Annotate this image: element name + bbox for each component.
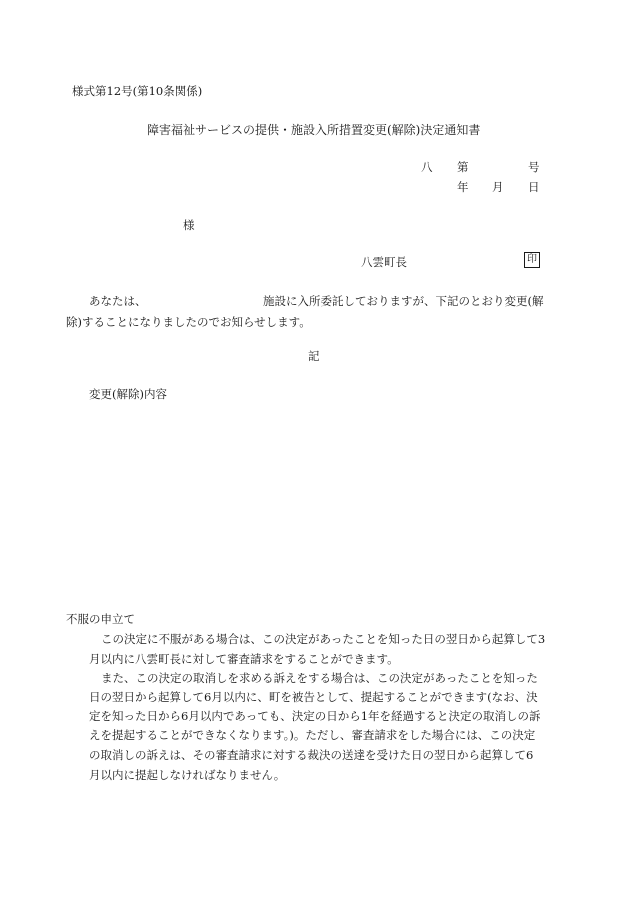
appeal-line: 日の翌日から起算して6月以内に、町を被告として、提起することができます(なお、決 (89, 690, 538, 704)
body-line-1b: 施設に入所委託しておりますが、下記のとおり変更(解 (263, 294, 544, 308)
reference-dai: 第 (457, 160, 469, 174)
seal-stamp (524, 252, 540, 268)
addressee-suffix: 様 (183, 218, 195, 232)
body-line-2: 除)することになりましたのでお知らせします。 (66, 315, 311, 329)
appeal-heading: 不服の申立て (66, 612, 135, 626)
issuer: 八雲町長 (361, 255, 407, 269)
form-number: 様式第12号(第10条関係) (72, 84, 203, 98)
appeal-line: また、この決定の取消しを求める訴えをする場合は、この決定があったことを知った (101, 671, 538, 685)
appeal-line: の取消しの訴えは、その審査請求に対する裁決の送達を受けた日の翌日から起算して6 (89, 748, 534, 762)
body-line-1a: あなたは、 (89, 294, 147, 308)
appeal-line: 月以内に八雲町長に対して審査請求をすることができます。 (89, 652, 399, 666)
document-title: 障害福祉サービスの提供・施設入所措置変更(解除)決定通知書 (147, 123, 481, 137)
appeal-line: 定を知った日から6月以内であっても、決定の日から1年を経過すると決定の取消しの訴 (89, 709, 541, 723)
content-heading: 変更(解除)内容 (89, 387, 167, 401)
ki-heading: 記 (308, 349, 320, 363)
appeal-line: この決定に不服がある場合は、この決定があったことを知った日の翌日から起算して3 (101, 632, 546, 646)
date-year: 年 (457, 180, 469, 194)
appeal-line: 月以内に提起しなければなりません。 (89, 768, 286, 782)
reference-prefix: 八 (421, 160, 433, 174)
seal-label: 印 (527, 254, 537, 265)
reference-go: 号 (528, 160, 540, 174)
date-day: 日 (528, 180, 540, 194)
date-month: 月 (492, 180, 504, 194)
appeal-line: えを提起することができなくなります。)。ただし、審査請求をした場合には、この決定 (89, 728, 536, 742)
